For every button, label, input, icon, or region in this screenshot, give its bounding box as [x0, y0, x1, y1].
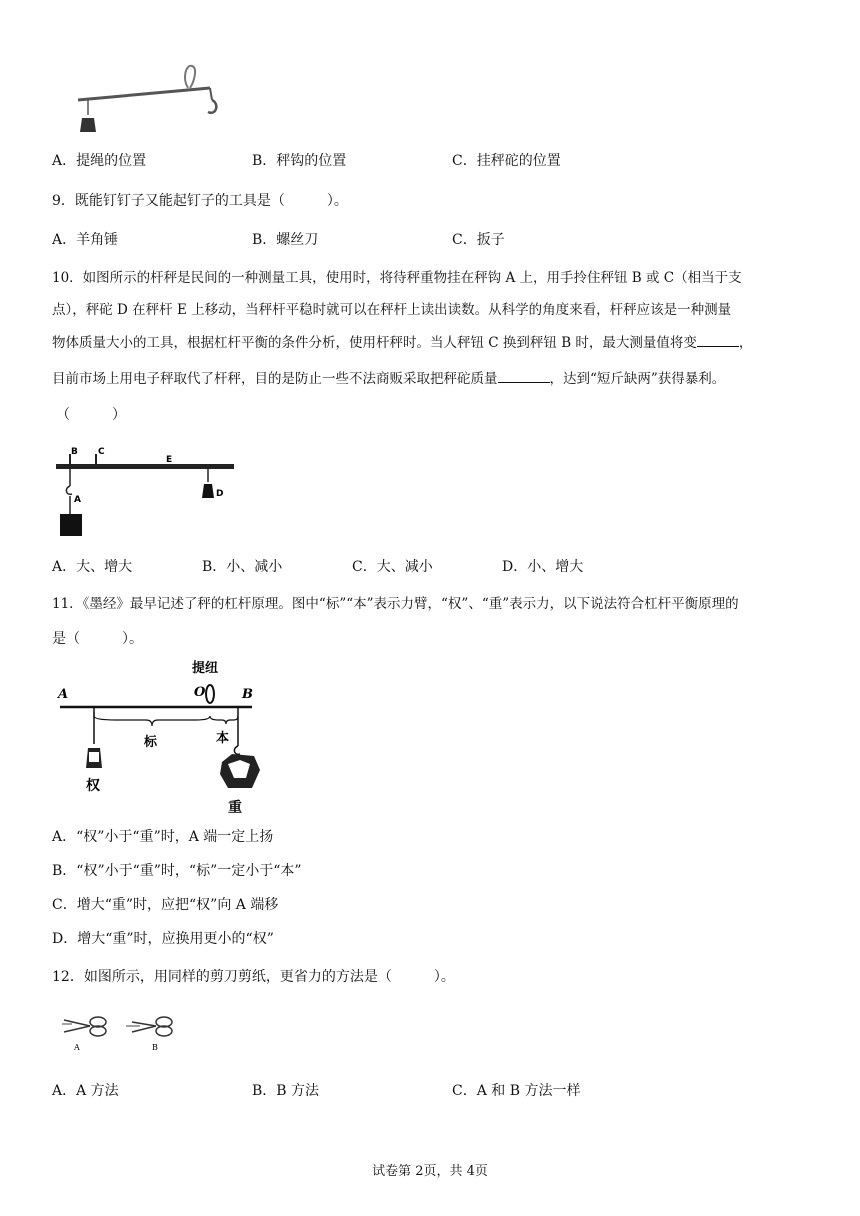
q10-label-a: A	[74, 495, 81, 505]
q10-option-c: C．大、减小	[352, 559, 433, 575]
page-footer: 试卷第 2页，共 4页	[372, 1164, 488, 1179]
steelyard-photo	[70, 60, 230, 140]
q10-blank-1[interactable]	[697, 330, 739, 347]
q10-option-a: A．大、增大	[52, 559, 133, 575]
q10-option-b: B．小、减小	[202, 559, 283, 575]
q10-steelyard-diagram	[56, 440, 246, 540]
q11-label-biao: 标	[144, 735, 158, 750]
q10-line3-end: ，	[738, 335, 753, 351]
q12-option-b: B．B 方法	[252, 1083, 320, 1099]
q10-stem-line2: 点），秤砣 D 在秤杆 E 上移动，当秤杆平稳时就可以在秤杆上读出读数。从科学的角度来看，杆秤应该是一种测量	[52, 302, 732, 318]
q11-label-knob: 提纽	[192, 661, 219, 676]
q11-option-d: D．增大“重”时，应换用更小的“权”	[52, 931, 274, 947]
q12-label-b: B	[152, 1043, 158, 1052]
q8-option-a: A．提绳的位置	[52, 153, 147, 169]
q12-stem: 12．如图所示，用同样的剪刀剪纸，更省力的方法是（ ）。	[52, 969, 455, 985]
q12-label-a: A	[74, 1043, 80, 1052]
q10-stem-line1: 10．如图所示的杆秤是民间的一种测量工具，使用时，将待秤重物挂在秤钩 A 上，用手拎住秤钮 B 或 C（相当于支	[52, 270, 742, 286]
q11-option-b: B．“权”小于“重”时，“标”一定小于“本”	[52, 863, 302, 879]
q8-option-c: C．挂秤砣的位置	[452, 153, 561, 169]
q10-answer-paren: （ ）	[56, 407, 126, 423]
q12-scissors-diagram	[60, 1010, 190, 1060]
q9-option-c: C．扳子	[452, 232, 505, 248]
q12-option-a: A．A 方法	[52, 1083, 119, 1099]
q11-label-ben: 本	[216, 731, 230, 746]
q10-label-b: B	[71, 447, 78, 457]
q11-label-b: B	[242, 687, 253, 702]
q10-line4-text-a: 目前市场上用电子秤取代了杆秤，目的是防止一些不法商贩采取把秤砣质量	[52, 371, 498, 387]
q11-option-c: C．增大“重”时，应把“权”向 A 端移	[52, 897, 279, 913]
q11-stem-line2: 是（ ）。	[52, 631, 143, 647]
q12-option-c: C．A 和 B 方法一样	[452, 1083, 581, 1099]
q11-label-o: O	[194, 685, 206, 700]
q9-option-b: B．螺丝刀	[252, 232, 319, 248]
q11-label-zhong: 重	[228, 800, 242, 816]
q8-option-b: B．秤钩的位置	[252, 153, 347, 169]
q11-lever-diagram	[56, 660, 276, 820]
q10-stem-line4	[52, 366, 725, 387]
q9-option-a: A．羊角锤	[52, 232, 119, 248]
q10-label-d: D	[216, 489, 224, 499]
q11-option-a: A．“权”小于“重”时，A 端一定上扬	[52, 829, 274, 845]
q10-option-d: D．小、增大	[502, 559, 584, 575]
q11-label-a: A	[58, 687, 69, 702]
q10-line4-text-b: ，达到“短斤缺两”获得暴利。	[549, 371, 726, 387]
q10-line3-text: 物体质量大小的工具，根据杠杆平衡的条件分析，使用杆秤时。当人秤钮 C 换到秤钮 B 时，最大测量值将变	[52, 335, 697, 351]
q10-blank-2[interactable]	[498, 366, 550, 383]
q10-stem-line3	[52, 330, 752, 351]
q10-label-e: E	[166, 455, 173, 465]
q10-label-c: C	[98, 447, 105, 457]
q11-stem-line1: 11．《墨经》最早记述了秤的杠杆原理。图中“标”“本”表示力臂，“权”、“重”表示力，以下说法符合杠杆平衡原理的	[52, 596, 739, 612]
q11-label-quan: 权	[86, 778, 100, 794]
q9-stem: 9．既能钉钉子又能起钉子的工具是（ ）。	[52, 193, 348, 209]
